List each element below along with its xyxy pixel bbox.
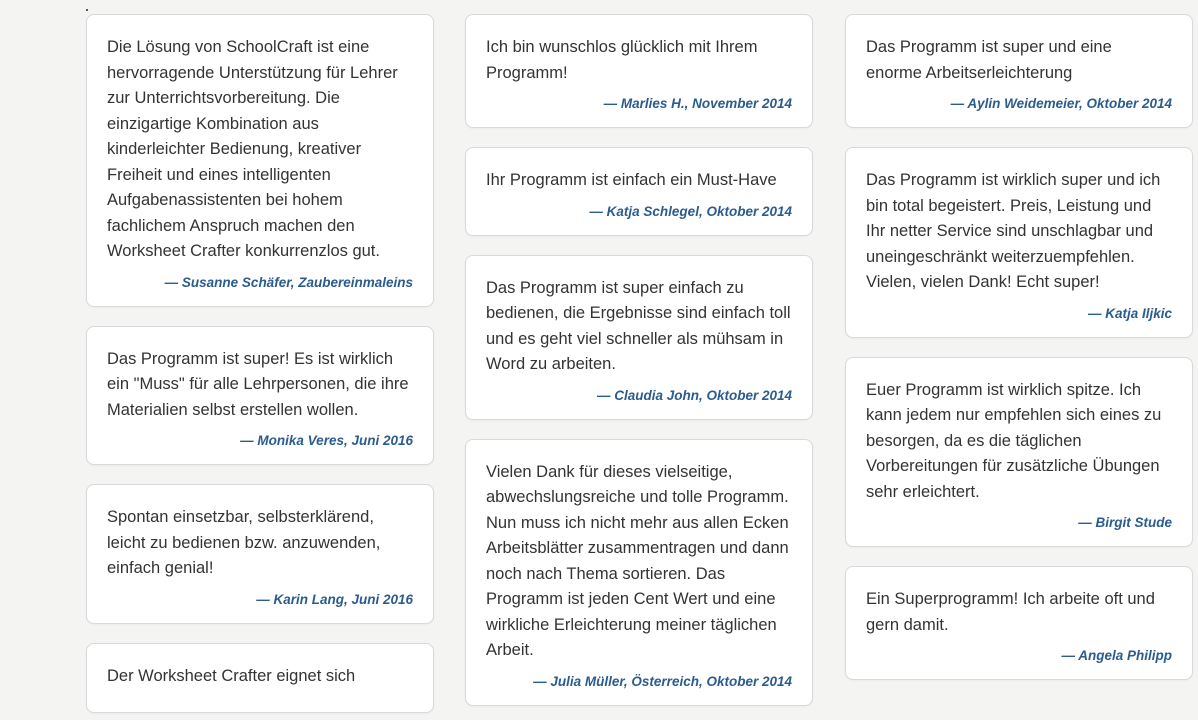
testimonial-author: — Marlies H., November 2014 xyxy=(603,96,792,111)
testimonial-column-2 xyxy=(465,14,813,720)
testimonial-quote: Das Programm ist super! Es ist wirklich ein "Muss" für alle Lehrpersonen, die ihre Materialien selbst erstellen wollen. xyxy=(107,349,409,419)
testimonial-author: — Julia Müller, Österreich, Oktober 2014 xyxy=(533,673,792,689)
testimonial-author: — Monika Veres, Juni 2016 xyxy=(240,433,413,448)
testimonial-author: — Angela Philipp xyxy=(1061,648,1172,663)
testimonial-author: — Aylin Weidemeier, Oktober 2014 xyxy=(950,96,1172,111)
testimonial-quote: Vielen Dank für dieses vielseitige, abwechslungsreiche und tolle Programm. Nun muss ich nicht mehr aus allen Ecken Arbeitsblätter zusammentragen und dann noch nach Thema sortieren. Das Programm ist jeden Cent Wert und eine wirkliche Erleichterung meiner täglichen Arbeit. xyxy=(486,462,789,659)
testimonial-author: — Claudia John, Oktober 2014 xyxy=(596,387,792,403)
testimonial-quote: Das Programm ist wirklich super und ich bin total begeistert. Preis, Leistung und Ihr netter Service sind unschlagbar und uneingeschränkt weiterzuempfehlen. Vielen, vielen Dank! Echt super! xyxy=(866,171,1161,291)
testimonial-column-1 xyxy=(86,14,434,720)
testimonial-author: — Katja Iljkic xyxy=(1087,305,1172,321)
testimonial-card xyxy=(86,484,434,624)
testimonial-author: — Birgit Stude xyxy=(1078,515,1172,530)
testimonial-author: — Karin Lang, Juni 2016 xyxy=(256,591,413,607)
testimonial-card xyxy=(845,566,1193,680)
decorative-dot xyxy=(86,9,88,11)
testimonial-quote: Ein Superprogramm! Ich arbeite oft und gern damit. xyxy=(866,590,1155,634)
testimonial-quote: Euer Programm ist wirklich spitze. Ich kann jedem nur empfehlen sich eines zu besorgen, da es die täglichen Vorbereitungen für zusätzliche Übungen sehr erleichtert. xyxy=(866,380,1162,501)
testimonial-quote: Die Lösung von SchoolCraft ist eine hervorragende Unterstützung für Lehrer zur Unterrichtsvorbereitung. Die einzigartige Kombination aus kinderleichter Bedienung, kreativer Freiheit und eines intelligenten Aufgabenassistenten bei hohem fachlichem Anspruch machen den Worksheet Crafter konkurrenzlos gut. xyxy=(107,38,398,260)
testimonial-card xyxy=(845,147,1193,338)
testimonial-author: — Katja Schlegel, Oktober 2014 xyxy=(589,203,792,219)
testimonial-card xyxy=(465,147,813,236)
testimonial-card xyxy=(465,255,813,420)
testimonial-card xyxy=(86,14,434,307)
testimonial-card xyxy=(465,439,813,706)
testimonial-card xyxy=(86,326,434,466)
testimonial-quote: Das Programm ist super und eine enorme Arbeitserleichterung xyxy=(866,38,1112,82)
testimonial-quote: Der Worksheet Crafter eignet sich xyxy=(107,666,356,685)
testimonial-quote: Spontan einsetzbar, selbsterklärend, leicht zu bedienen bzw. anzuwenden, einfach genial! xyxy=(107,508,381,577)
testimonial-card xyxy=(86,643,434,714)
testimonial-card xyxy=(465,14,813,128)
testimonial-column-3 xyxy=(845,14,1193,699)
testimonial-quote: Ich bin wunschlos glücklich mit Ihrem Programm! xyxy=(486,38,758,82)
testimonial-quote: Ihr Programm ist einfach ein Must-Have xyxy=(486,171,777,189)
testimonial-card xyxy=(845,357,1193,548)
testimonial-author: — Susanne Schäfer, Zaubereinmaleins xyxy=(164,274,413,290)
testimonial-card xyxy=(845,14,1193,128)
testimonial-quote: Das Programm ist super einfach zu bedienen, die Ergebnisse sind einfach toll und es geht viel schneller als mühsam in Word zu arbeiten. xyxy=(486,278,791,373)
